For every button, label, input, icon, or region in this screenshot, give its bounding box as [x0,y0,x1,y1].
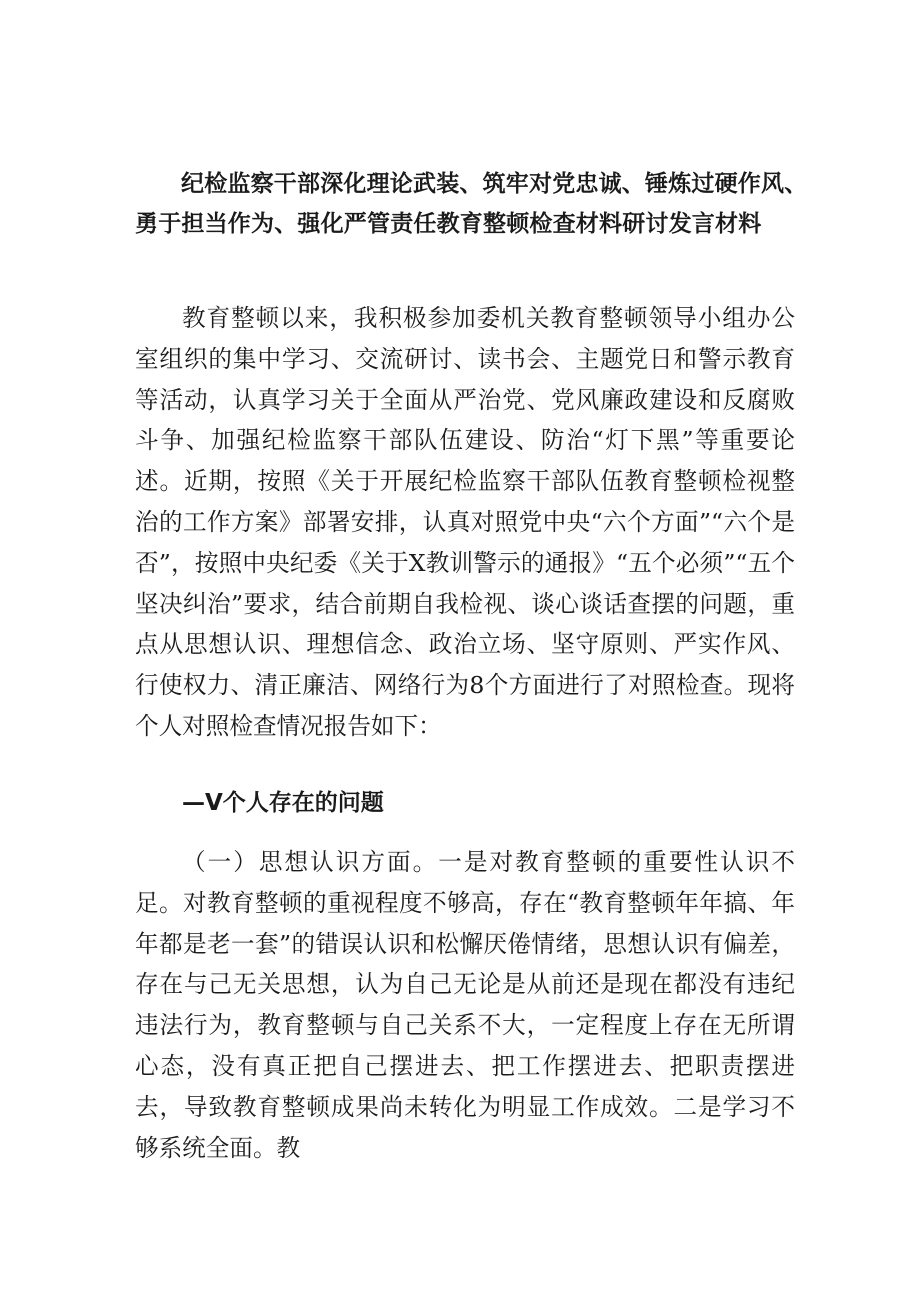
thought-awareness-paragraph: （一）思想认识方面。一是对教育整顿的重要性认识不足。对教育整顿的重视程度不够高，存在“教育整顿年年搞、年年都是老一套”的错误认识和松懈厌倦情绪，思想认识有偏差，存在与己无关思想，认为自己无论是从前还是现在都没有违纪违法行为，教育整顿与自己关系不大，一定程度上存在无所谓心态，没有真正把自己摆进去、把工作摆进去、把职责摆进去，导致教育整顿成果尚未转化为明显工作成效。二是学习不够系统全面。教 [135,848,795,1162]
document-title-line-1: 纪检监察干部深化理论武装、筑牢对党忠诚、锤炼过硬作风、 [181,171,808,197]
section-heading-personal-problems: —V个人存在的问题 [182,790,384,816]
document-title [135,164,808,244]
intro-paragraph: 教育整顿以来，我积极参加委机关教育整顿领导小组办公室组织的集中学习、交流研讨、读书会、主题党日和警示教育等活动，认真学习关于全面从严治党、党风廉政建设和反腐败斗争、加强纪检监察干部队伍建设、防治“灯下黑”等重要论述。近期，按照《关于开展纪检监察干部队伍教育整顿检视整治的工作方案》部署安排，认真对照党中央“六个方面”“六个是否”，按照中央纪委《关于X教训警示的通报》“五个必须”“五个坚决纠治”要求，结合前期自我检视、谈心谈话查摆的问题，重点从思想认识、理想信念、政治立场、坚守原则、严实作风、行使权力、清正廉洁、网络行为8个方面进行了对照检查。现将个人对照检查情况报告如下： [135,304,795,740]
document-title-line-2: 勇于担当作为、强化严管责任教育整顿检查材料研讨发言材料 [135,211,762,237]
